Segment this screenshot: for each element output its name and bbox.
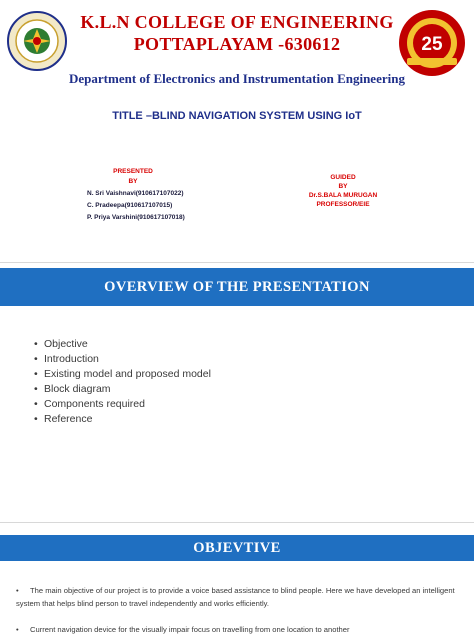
agenda-item-label: Reference (44, 413, 93, 425)
bullet-icon: • (34, 353, 38, 365)
agenda-item-label: Components required (44, 398, 145, 410)
bullet-icon: • (34, 398, 38, 410)
student-list (87, 188, 185, 224)
objective-banner: OBJEVTIVE (0, 535, 474, 561)
bullet-icon: • (34, 368, 38, 380)
objective-paragraph (16, 584, 462, 610)
bullet-icon: • (34, 383, 38, 395)
college-location: POTTAPLAYAM -630612 (133, 34, 341, 54)
guide-block (290, 173, 396, 209)
objective-slide (0, 522, 474, 633)
student-item: P. Priya Varshini(910617107018) (87, 214, 185, 221)
presented-label: PRESENTED (113, 168, 153, 175)
department-name: Department of Electronics and Instrumentation Engineering (69, 71, 405, 86)
presented-by-label (108, 167, 158, 187)
agenda-item-label: Introduction (44, 353, 99, 365)
agenda-item (34, 412, 211, 427)
student-item: C. Pradeepa(910617107015) (87, 202, 173, 209)
agenda-item (34, 382, 211, 397)
overview-banner: OVERVIEW OF THE PRESENTATION (0, 268, 474, 306)
guide-name: Dr.S.BALA MURUGAN (308, 192, 378, 199)
guided-label: GUIDED (330, 174, 356, 181)
agenda-item (34, 397, 211, 412)
agenda-item (34, 337, 211, 352)
agenda-item-label: Block diagram (44, 383, 111, 395)
bullet-icon: • (34, 413, 38, 425)
title-slide (0, 0, 474, 262)
student-item: N. Sri Vaishnavi(910617107022) (87, 190, 184, 197)
guide-role: PROFESSOR/EIE (316, 201, 370, 208)
guided-by-word: BY (338, 183, 348, 190)
anniversary-number: 25 (421, 34, 443, 55)
agenda-item (34, 367, 211, 382)
anniversary-emblem-icon (397, 8, 467, 78)
agenda-item (34, 352, 211, 367)
objective-paragraph-text: Current navigation device for the visually impair focus on travelling from one location to another (30, 625, 350, 634)
objective-paragraph-text: The main objective of our project is to provide a voice based assistance to blind people. Here we have developed an intelligent system that helps blind person to travel independently and works efficiently. (16, 586, 455, 608)
agenda-item-label: Existing model and proposed model (44, 368, 211, 380)
agenda-item-label: Objective (44, 338, 88, 350)
project-title: TITLE –BLIND NAVIGATION SYSTEM USING IoT (112, 110, 362, 122)
bullet-icon: • (16, 586, 19, 595)
agenda-list (34, 337, 211, 427)
objective-paragraph (16, 623, 462, 636)
bullet-icon: • (16, 625, 19, 634)
overview-slide (0, 262, 474, 523)
college-name: K.L.N COLLEGE OF ENGINEERING (80, 12, 394, 32)
bullet-icon: • (34, 338, 38, 350)
college-emblem-icon (6, 10, 68, 72)
presented-by-word: BY (128, 178, 138, 185)
